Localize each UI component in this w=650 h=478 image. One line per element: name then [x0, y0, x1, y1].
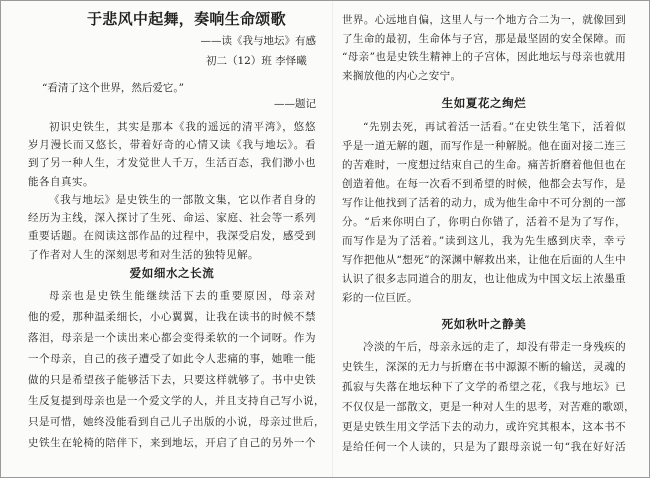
essay-title: 于悲风中起舞，奏响生命颂歌 — [87, 10, 286, 28]
text-line: 做的只是希望孩子能够活下去，只要这样就够了。书中史铁 — [28, 374, 316, 386]
text-line: 《我与地坛》是史铁生的一部散文集，它以作者自身的 — [49, 194, 316, 206]
section-body-continued — [342, 11, 626, 85]
text-line: 史铁生，深深的无力与折磨在书中源源不断的输送，灵魂的 — [342, 361, 626, 373]
text-line: “先别去死，再试着活一活看。”在史铁生笔下，活着似 — [363, 121, 626, 133]
text-line: 了作者对人生的深刻思考和对生活的独特见解。 — [28, 248, 259, 261]
text-line: 能各自真实。 — [28, 175, 94, 188]
text-line: 认识了很多志同道合的朋友，也让他成为中国文坛上浓墨重 — [342, 273, 626, 285]
epigraph-attribution: ——题记 — [274, 98, 316, 110]
section-heading: 死如秋叶之静美 — [441, 317, 527, 331]
section-body — [342, 118, 626, 308]
text-line: 到了另一种人生，才发觉世人千万，生活百态，我们渺小也 — [28, 157, 316, 170]
text-line: 写作让他找到了活着的动力，成为他生命中不可分割的一部 — [342, 197, 626, 209]
text-line: 而写作是为了活着。”读到这儿，我为先生感到庆幸，幸亏 — [342, 235, 626, 247]
text-line: 落泪，母亲是一个读出来心都会变得柔软的一个词呀。作为 — [28, 332, 316, 344]
text-line: 岁月漫长而又悠长，带着好奇的心情又读《我与地坛》。看 — [28, 139, 316, 152]
text-line: 孤寂与失落在地坛种下了文学的希望之花，《我与地坛》已 — [342, 381, 626, 393]
text-line: 生反复提到母亲也是一个爱文学的人，并且支持自己写小说， — [28, 395, 325, 407]
text-line: 重要话题。在阅读这部作品的过程中，我深受启发，感受到 — [28, 230, 316, 243]
text-line: 创造着他。在每一次看不到希望的时候，他都会去写作，是 — [342, 178, 626, 190]
text-line: 是给任何一个人读的，只是为了跟母亲说一句“我在好好活 — [342, 441, 626, 453]
text-line: 的苦难时，一度想过结束自己的生命。痛苦折磨着他但也在 — [342, 159, 626, 171]
text-line: 他的爱，那种温柔细长，小心翼翼，让我在读书的时候不禁 — [28, 311, 316, 323]
intro-paragraph — [28, 191, 316, 264]
text-line: 只是可惜，她终没能看到自己儿子出版的小说，母亲过世后， — [28, 416, 325, 428]
section-heading: 生如夏花之绚烂 — [441, 96, 527, 110]
text-line: 了生命的最初，生命体与子宫，那是最坚固的安全保障。而 — [342, 32, 626, 45]
text-line: 初识史铁生，其实是那本《我的遥远的清平湾》，悠悠 — [49, 121, 316, 133]
text-line: 来搁放他的内心之安宁。 — [342, 69, 462, 82]
epigraph: “看清了这个世界，然后爱它。” — [42, 82, 184, 94]
text-line: 写作把他从“想死”的深渊中解救出来，让他在后面的人生中 — [342, 254, 626, 266]
text-line: 彩的一位巨匠。 — [342, 292, 418, 304]
text-line: 分。“后来你明白了，你明白你错了，活着不是为了写作， — [342, 216, 626, 228]
text-line: 世界。心远地自偏，这里人与一个地方合二为一，就像回到 — [342, 14, 626, 26]
text-line: 母亲也是史铁生能继续活下去的重要原因，母亲对 — [49, 290, 316, 302]
essay-subtitle: ——读《我与地坛》有感 — [200, 35, 316, 47]
section-heading: 爱如细水之长流 — [129, 266, 215, 280]
section-body — [342, 337, 635, 457]
text-line: “母亲”也是史铁生精神上的子宫体，因此地坛与母亲也就用 — [342, 51, 626, 63]
text-line: 经历为主线，深入探讨了生死、命运、家庭、社会等一系列 — [28, 212, 316, 225]
text-line: 史铁生在轮椅的陪伴下，来到地坛，开启了自己的另外一个 — [28, 437, 316, 449]
text-line: 冷淡的午后，母亲永远的走了，却没有带走一身残疾的 — [363, 341, 626, 353]
text-line: 不仅仅是一部散文，更是一种对人生的思考，对苦难的歌颂， — [342, 401, 635, 413]
intro-paragraph — [28, 118, 316, 191]
text-line: 更是史铁生用文学活下去的动力，或许究其根本，这本书不 — [342, 421, 626, 433]
section-body — [28, 286, 325, 454]
author-line: 初二（12）班 李怿曦 — [206, 55, 307, 67]
text-line: 乎是一道无解的题，而写作是一种解脱。他在面对接二连三 — [342, 140, 626, 152]
page-fold-line — [332, 1, 333, 477]
text-line: 一个母亲，自己的孩子遭受了如此令人悲痛的事，她唯一能 — [28, 353, 316, 365]
